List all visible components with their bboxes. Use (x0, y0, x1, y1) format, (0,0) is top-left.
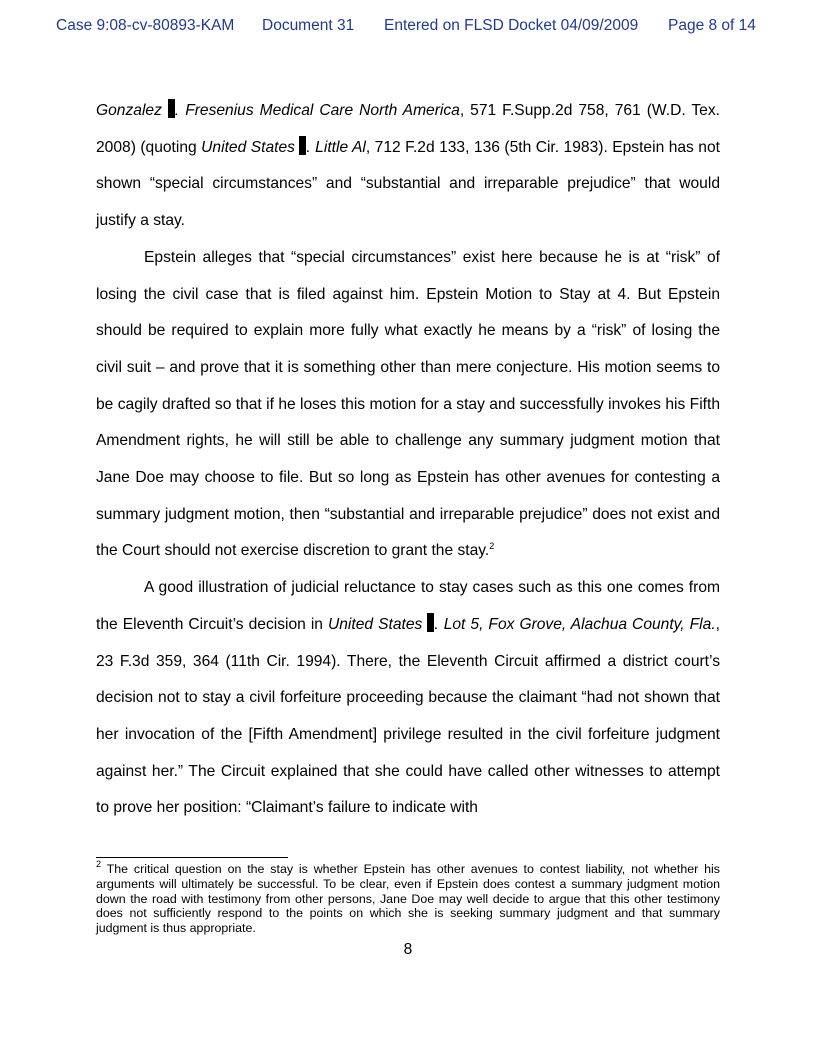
text-run: Epstein alleges that “special circumstances” exist here because he is at “risk” of losing the civil case that is filed against him. Epstein Motion to Stay at 4. But Epstein should be required to explain more fully what exactly he means by a “risk” of losing the civil suit – and prove that it is something other than mere conjecture. His motion seems to be cagily drafted so that if he loses this motion for a stay and successfully invokes his Fifth Amendment rights, he will still be able to challenge any summary judgment motion that Jane Doe may choose to file. But so long as Epstein has other avenues for contesting a summary judgment motion, then “substantial and irreparable prejudice” does not exist and the Court should not exercise discretion to grant the stay. (96, 248, 720, 560)
citation-case-name: Gonzalez (96, 102, 162, 119)
docket-entry: Entered on FLSD Docket 04/09/2009 (384, 17, 639, 34)
footnote-number: 2 (96, 859, 102, 869)
paragraph-1 (96, 93, 720, 240)
body-text (96, 93, 720, 827)
case-number: Case 9:08-cv-80893-KAM (56, 17, 235, 34)
page-number: 8 (403, 941, 413, 958)
text-run: A good illustration of judicial reluctance to stay cases such as this one comes from the Eleventh Circuit’s decision in (96, 579, 720, 633)
footnote-divider (96, 857, 288, 858)
redaction-bar (168, 99, 175, 118)
citation-case-name: . Little Al (306, 138, 366, 156)
citation-case-name: . Fresenius Medical Care North America (174, 102, 460, 119)
text-run: , 712 F.2d 133, 136 (5th Cir. 1983). Epstein has not shown “special circumstances” and “substantial and irreparable prejudice” that would justify a stay. (96, 138, 720, 230)
footnote-2 (96, 859, 720, 936)
citation-case-name: United States (328, 615, 423, 633)
citation-case-name: . Lot 5, Fox Grove, Alachua County, Fla. (434, 615, 716, 633)
paragraph-2 (96, 240, 720, 570)
text-run: , 571 F.Supp.2d 758, 761 (W.D. Tex. 2008) (quoting (96, 102, 720, 156)
text-run: , 23 F.3d 359, 364 (11th Cir. 1994). There, the Eleventh Circuit affirmed a district court’s decision not to stay a civil forfeiture proceeding because the claimant “had not shown that her invocation of the [Fifth Amendment] privilege resulted in the civil forfeiture judgment against her.” The Circuit explained that she could have called other witnesses to attempt to prove her position: “Claimant’s failure to indicate with (96, 615, 720, 817)
docket-header (56, 17, 776, 39)
document-number: Document 31 (262, 17, 355, 34)
footnote-text: The critical question on the stay is whether Epstein has other avenues to contest liability, not whether his arguments will ultimately be successful. To be clear, even if Epstein does contest a summary judgment motion down the road with testimony from other persons, Jane Doe may well decide to argue that this other testimony does not sufficiently respond to the points on which she is seeking summary judgment and that summary judgment is thus appropriate. (96, 862, 720, 936)
page-indicator: Page 8 of 14 (668, 17, 756, 34)
citation-case-name: United States (201, 138, 295, 156)
paragraph-3 (96, 570, 720, 827)
footnote-reference[interactable]: 2 (489, 541, 495, 552)
